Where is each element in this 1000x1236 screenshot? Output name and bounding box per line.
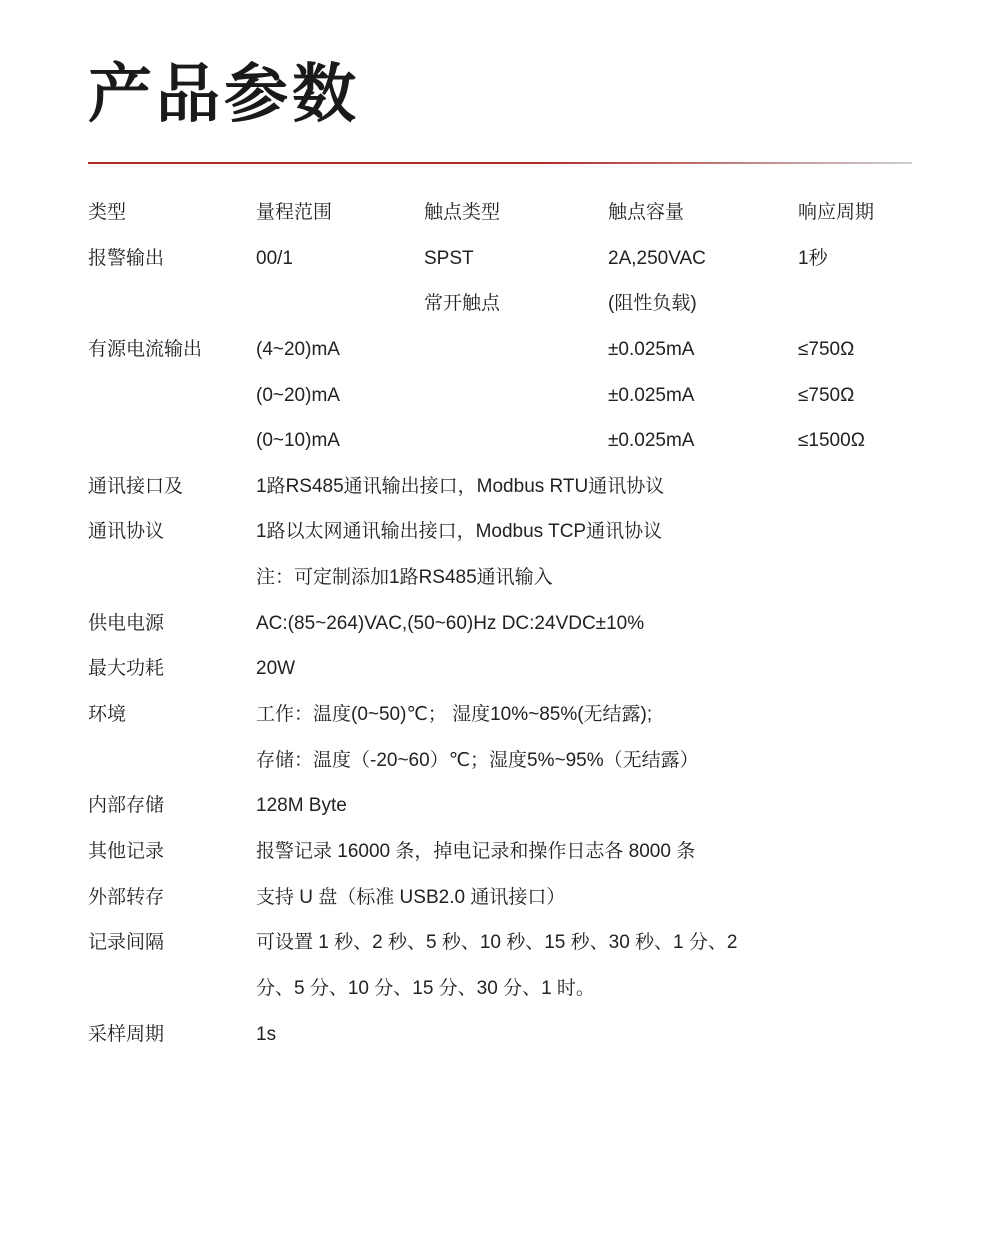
- row-cell: [424, 373, 608, 419]
- row-label: 通讯接口及: [88, 475, 184, 497]
- row-label: [88, 418, 256, 464]
- table-header-cell: 响应周期: [798, 202, 875, 223]
- row-cell: 常开触点: [424, 293, 501, 315]
- row-value: 1s: [256, 1023, 277, 1045]
- row-value: 1路RS485通讯输出接口，Modbus RTU通讯协议: [256, 475, 665, 497]
- page-title: 产品参数: [88, 58, 360, 130]
- row-cell: (0~20)mA: [256, 384, 340, 406]
- row-label: [88, 966, 256, 1012]
- row-label: 外部转存: [88, 886, 165, 908]
- table-row: [88, 418, 918, 464]
- table-row: [88, 509, 918, 555]
- row-label: 报警输出: [88, 247, 165, 269]
- row-label: 记录间隔: [88, 932, 165, 954]
- table-row: [88, 555, 918, 601]
- table-row: [88, 327, 918, 373]
- table-header-row: [88, 190, 918, 236]
- table-header-cell: 类型: [88, 202, 127, 223]
- row-value: 20W: [256, 658, 296, 680]
- row-cell: [424, 327, 608, 373]
- title-divider: [88, 162, 912, 164]
- row-cell: ±0.025mA: [608, 430, 695, 452]
- row-cell: [256, 281, 424, 327]
- table-row: [88, 1012, 918, 1058]
- spec-table: [88, 190, 918, 1057]
- row-value: AC:(85~264)VAC,(50~60)Hz DC:24VDC±10%: [256, 612, 645, 634]
- row-label: 采样周期: [88, 1023, 165, 1045]
- row-label: [88, 281, 256, 327]
- row-value: 工作：温度(0~50)℃； 湿度10%~85%(无结露);: [256, 704, 653, 726]
- table-row: [88, 829, 918, 875]
- table-row: [88, 738, 918, 784]
- row-cell: 00/1: [256, 247, 293, 269]
- row-cell: (阻性负载): [608, 293, 697, 315]
- row-cell: (0~10)mA: [256, 430, 340, 452]
- row-value: 128M Byte: [256, 795, 347, 817]
- table-row: [88, 783, 918, 829]
- row-cell: ±0.025mA: [608, 384, 695, 406]
- row-cell: [798, 281, 918, 327]
- row-value: 可设置 1 秒、2 秒、5 秒、10 秒、15 秒、30 秒、1 分、2: [256, 932, 738, 954]
- row-label: [88, 555, 256, 601]
- row-label: 供电电源: [88, 612, 165, 634]
- table-row: [88, 281, 918, 327]
- row-label: 有源电流输出: [88, 338, 203, 360]
- table-row: [88, 920, 918, 966]
- row-cell: ≤750Ω: [798, 384, 855, 406]
- table-header-cell: 量程范围: [256, 202, 333, 223]
- table-row: [88, 464, 918, 510]
- row-label: 通讯协议: [88, 521, 165, 543]
- table-row: [88, 601, 918, 647]
- row-label: 内部存储: [88, 795, 165, 817]
- row-value: 分、5 分、10 分、15 分、30 分、1 时。: [256, 977, 595, 999]
- table-row: [88, 692, 918, 738]
- table-header-cell: 触点容量: [608, 202, 685, 223]
- table-row: [88, 875, 918, 921]
- row-label: 最大功耗: [88, 658, 165, 680]
- row-cell: ≤1500Ω: [798, 430, 865, 452]
- table-row: [88, 236, 918, 282]
- row-cell: [424, 418, 608, 464]
- row-value: 存储：温度（-20~60）℃；湿度5%~95%（无结露）: [256, 749, 699, 771]
- row-label: [88, 738, 256, 784]
- row-label: 其他记录: [88, 840, 165, 862]
- table-row: [88, 373, 918, 419]
- row-label: 环境: [88, 704, 127, 726]
- row-value: 支持 U 盘（标准 USB2.0 通讯接口）: [256, 886, 566, 908]
- row-cell: SPST: [424, 247, 474, 269]
- row-cell: 2A,250VAC: [608, 247, 706, 269]
- row-value: 报警记录 16000 条，掉电记录和操作日志各 8000 条: [256, 840, 696, 862]
- row-value: 1路以太网通讯输出接口，Modbus TCP通讯协议: [256, 521, 663, 543]
- row-cell: ≤750Ω: [798, 338, 855, 360]
- table-header-cell: 触点类型: [424, 202, 501, 223]
- row-label: [88, 373, 256, 419]
- row-cell: (4~20)mA: [256, 338, 340, 360]
- row-cell: 1秒: [798, 247, 828, 269]
- table-row: [88, 646, 918, 692]
- table-row: [88, 966, 918, 1012]
- row-cell: ±0.025mA: [608, 338, 695, 360]
- row-value: 注：可定制添加1路RS485通讯输入: [256, 567, 553, 589]
